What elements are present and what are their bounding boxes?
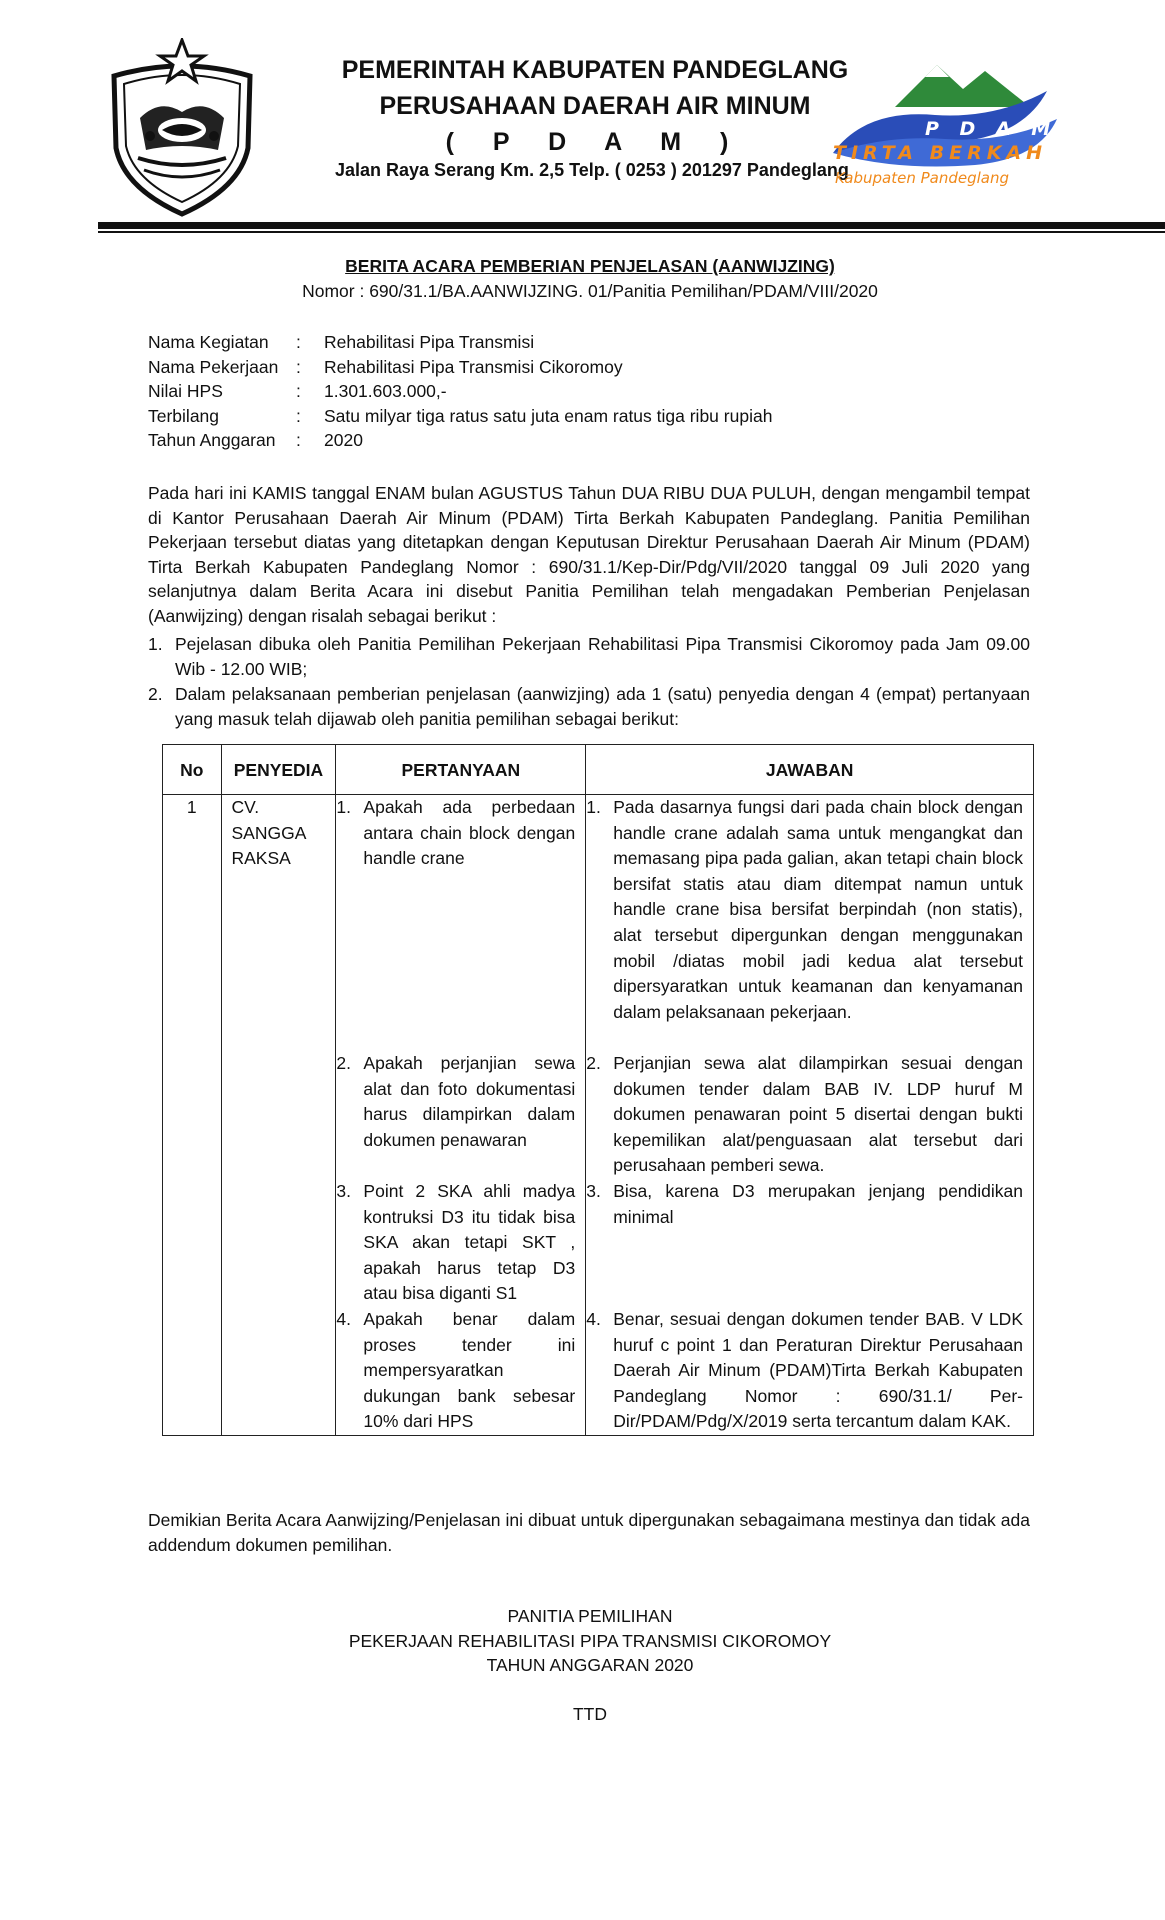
info-row	[148, 330, 772, 355]
info-label: Nilai HPS	[148, 381, 223, 401]
question-item	[336, 1179, 585, 1307]
info-colon: :	[296, 332, 301, 352]
info-label: Terbilang	[148, 405, 220, 426]
question-item	[336, 1307, 585, 1435]
info-colon: :	[296, 356, 301, 377]
question-text: Apakah benar dalam proses tender ini mempersyaratkan dukungan bank sebesar 10% dari HPS	[363, 1309, 576, 1432]
regency-crest-icon	[100, 38, 265, 218]
list-item	[148, 632, 1030, 681]
info-colon: :	[296, 430, 301, 450]
info-value: 1.301.603.000,-	[324, 381, 447, 401]
answer-item	[586, 1307, 1033, 1435]
question-item	[336, 1051, 585, 1179]
question-number: 3.	[336, 1181, 352, 1201]
header-answer: JAWABAN	[586, 745, 1034, 795]
answer-text: Perjanjian sewa alat dilampirkan sesuai dengan dokumen tender dalam BAB IV. LDP huruf M dokumen penawaran point 5 disertai dengan bukti kepemilikan alat/penguasaan alat tersebut dari perusahaan pemberi sewa.	[613, 1053, 1023, 1176]
info-block	[148, 330, 772, 453]
signature-committee: PANITIA PEMILIHAN	[507, 1606, 673, 1626]
info-row	[148, 355, 772, 380]
info-colon: :	[296, 405, 301, 426]
cell-provider	[221, 795, 336, 1436]
info-value: Satu milyar tiga ratus satu juta enam ratus tiga ribu rupiah	[324, 405, 773, 426]
letterhead-address: Jalan Raya Serang Km. 2,5 Telp. ( 0253 ) 201297 Pandeglang	[335, 160, 849, 180]
info-value: Rehabilitasi Pipa Transmisi Cikoromoy	[324, 356, 623, 377]
list-number: 2.	[148, 684, 163, 704]
list-text: Pejelasan dibuka oleh Panitia Pemilihan Pekerjaan Rehabilitasi Pipa Transmisi Cikoromoy pada Jam 09.00 Wib - 12.00 WIB;	[175, 634, 1030, 679]
list-text: Dalam pelaksanaan pemberian penjelasan (aanwizjing) ada 1 (satu) penyedia dengan 4 (empat) pertanyaan yang masuk telah dijawab oleh panitia pemilihan sebagai berikut:	[175, 684, 1030, 729]
answer-number: 2.	[586, 1053, 601, 1073]
provider-name: CV. SANGGA RAKSA	[231, 797, 306, 869]
document-title: BERITA ACARA PEMBERIAN PENJELASAN (AANWIJZING)	[345, 256, 835, 276]
header-provider: PENYEDIA	[221, 745, 336, 795]
document-number: Nomor : 690/31.1/BA.AANWIJZING. 01/Panitia Pemilihan/PDAM/VIII/2020	[302, 281, 878, 301]
info-colon: :	[296, 381, 301, 401]
info-row	[148, 428, 772, 453]
table-row	[163, 795, 1034, 1436]
closing-paragraph: Demikian Berita Acara Aanwijzing/Penjelasan ini dibuat untuk dipergunakan sebagaimana mestinya dan tidak ada addendum dokumen pemilihan.	[148, 1510, 1030, 1555]
info-row	[148, 379, 772, 404]
logo-kabupaten-text: Kabupaten Pandeglang	[835, 169, 1010, 187]
question-number: 2.	[336, 1053, 352, 1073]
info-label: Nama Pekerjaan	[148, 356, 279, 377]
letterhead-company: PERUSAHAAN DAERAH AIR MINUM	[379, 92, 811, 120]
question-text: Point 2 SKA ahli madya kontruksi D3 itu tidak bisa SKA akan tetapi SKT , apakah harus tetap D3 atau bisa diganti S1	[363, 1181, 576, 1304]
signature-project: PEKERJAAN REHABILITASI PIPA TRANSMISI CIKOROMOY	[348, 1631, 832, 1651]
table-header-row	[163, 745, 1034, 795]
answer-text: Pada dasarnya fungsi dari pada chain block dengan handle crane adalah sama untuk mengangkat dan memasang pipa pada galian, akan tetapi chain block bersifat statis atau diam ditempat namun untuk handle crane bisa bersifat berpindah (non statis), alat tersebut dipergunkan dengan menggunakan mobil /diatas mobil jadi kedua alat tersebut dipersyaratkan untuk keamanan dan kenyamanan dalam pelaksanaan pekerjaan.	[613, 797, 1023, 1022]
cell-no: 1	[163, 795, 222, 1436]
intro-paragraph: Pada hari ini KAMIS tanggal ENAM bulan AGUSTUS Tahun DUA RIBU DUA PULUH, dengan mengambil tempat di Kantor Perusahaan Daerah Air Minum (PDAM) Tirta Berkah Kabupaten Pandeglang. Panitia Pemilihan Pekerjaan tersebut diatas yang ditetapkan dengan Keputusan Direktur Perusahaan Daerah Air Minum (PDAM) Tirta Berkah Kabupaten Pandeglang Nomor : 690/31.1/Kep-Dir/Pdg/VII/2020 tanggal 09 Juli 2020 yang selanjutnya dalam Berita Acara ini disebut Panitia Pemilihan telah mengadakan Pemberian Penjelasan (Aanwijzing) dengan risalah sebagai berikut :	[148, 483, 1030, 626]
signature-year: TAHUN ANGGARAN 2020	[486, 1655, 694, 1675]
info-row	[148, 404, 772, 429]
question-text: Apakah perjanjian sewa alat dan foto dokumentasi harus dilampirkan dalam dokumen penawaran	[363, 1053, 576, 1150]
letterhead-rule-thin	[98, 231, 1165, 233]
question-item	[336, 795, 585, 1051]
letterhead-acronym: ( P D A M )	[445, 128, 745, 156]
answer-text: Benar, sesuai dengan dokumen tender BAB. V LDK huruf c point 1 dan Peraturan Direktur Perusahaan Daerah Air Minum (PDAM)Tirta Berkah Kabupaten Pandeglang Nomor : 690/31.1/ Per-Dir/PDAM/Pdg/X/2019 serta tercantum dalam KAK.	[613, 1309, 1023, 1432]
info-value: 2020	[324, 430, 363, 450]
signature-ttd: TTD	[572, 1704, 608, 1724]
question-number: 1.	[336, 797, 352, 817]
question-number: 4.	[336, 1309, 352, 1329]
header-question: PERTANYAAN	[336, 745, 586, 795]
pdam-tirta-berkah-logo	[825, 55, 1075, 195]
letterhead-government: PEMERINTAH KABUPATEN PANDEGLANG	[341, 56, 849, 84]
answer-item	[586, 1051, 1033, 1179]
answer-number: 4.	[586, 1309, 601, 1329]
answer-text: Bisa, karena D3 merupakan jenjang pendidikan minimal	[613, 1181, 1023, 1227]
info-label: Tahun Anggaran	[148, 430, 276, 450]
logo-tirta-berkah-text: TIRTA BERKAH	[833, 142, 1048, 164]
info-label: Nama Kegiatan	[148, 332, 269, 352]
answer-item	[586, 795, 1033, 1051]
info-value: Rehabilitasi Pipa Transmisi	[324, 332, 535, 352]
cell-questions	[336, 795, 586, 1436]
list-item	[148, 682, 1030, 731]
list-number: 1.	[148, 634, 163, 654]
answer-item	[586, 1179, 1033, 1307]
answer-number: 1.	[586, 797, 601, 817]
question-text: Apakah ada perbedaan antara chain block dengan handle crane	[363, 797, 576, 869]
cell-answers	[586, 795, 1034, 1436]
answer-number: 3.	[586, 1181, 601, 1201]
header-no: No	[163, 745, 222, 795]
letterhead-rule	[98, 222, 1165, 229]
qa-table	[162, 744, 1034, 1436]
logo-pdam-text: P D A M	[925, 118, 1058, 140]
